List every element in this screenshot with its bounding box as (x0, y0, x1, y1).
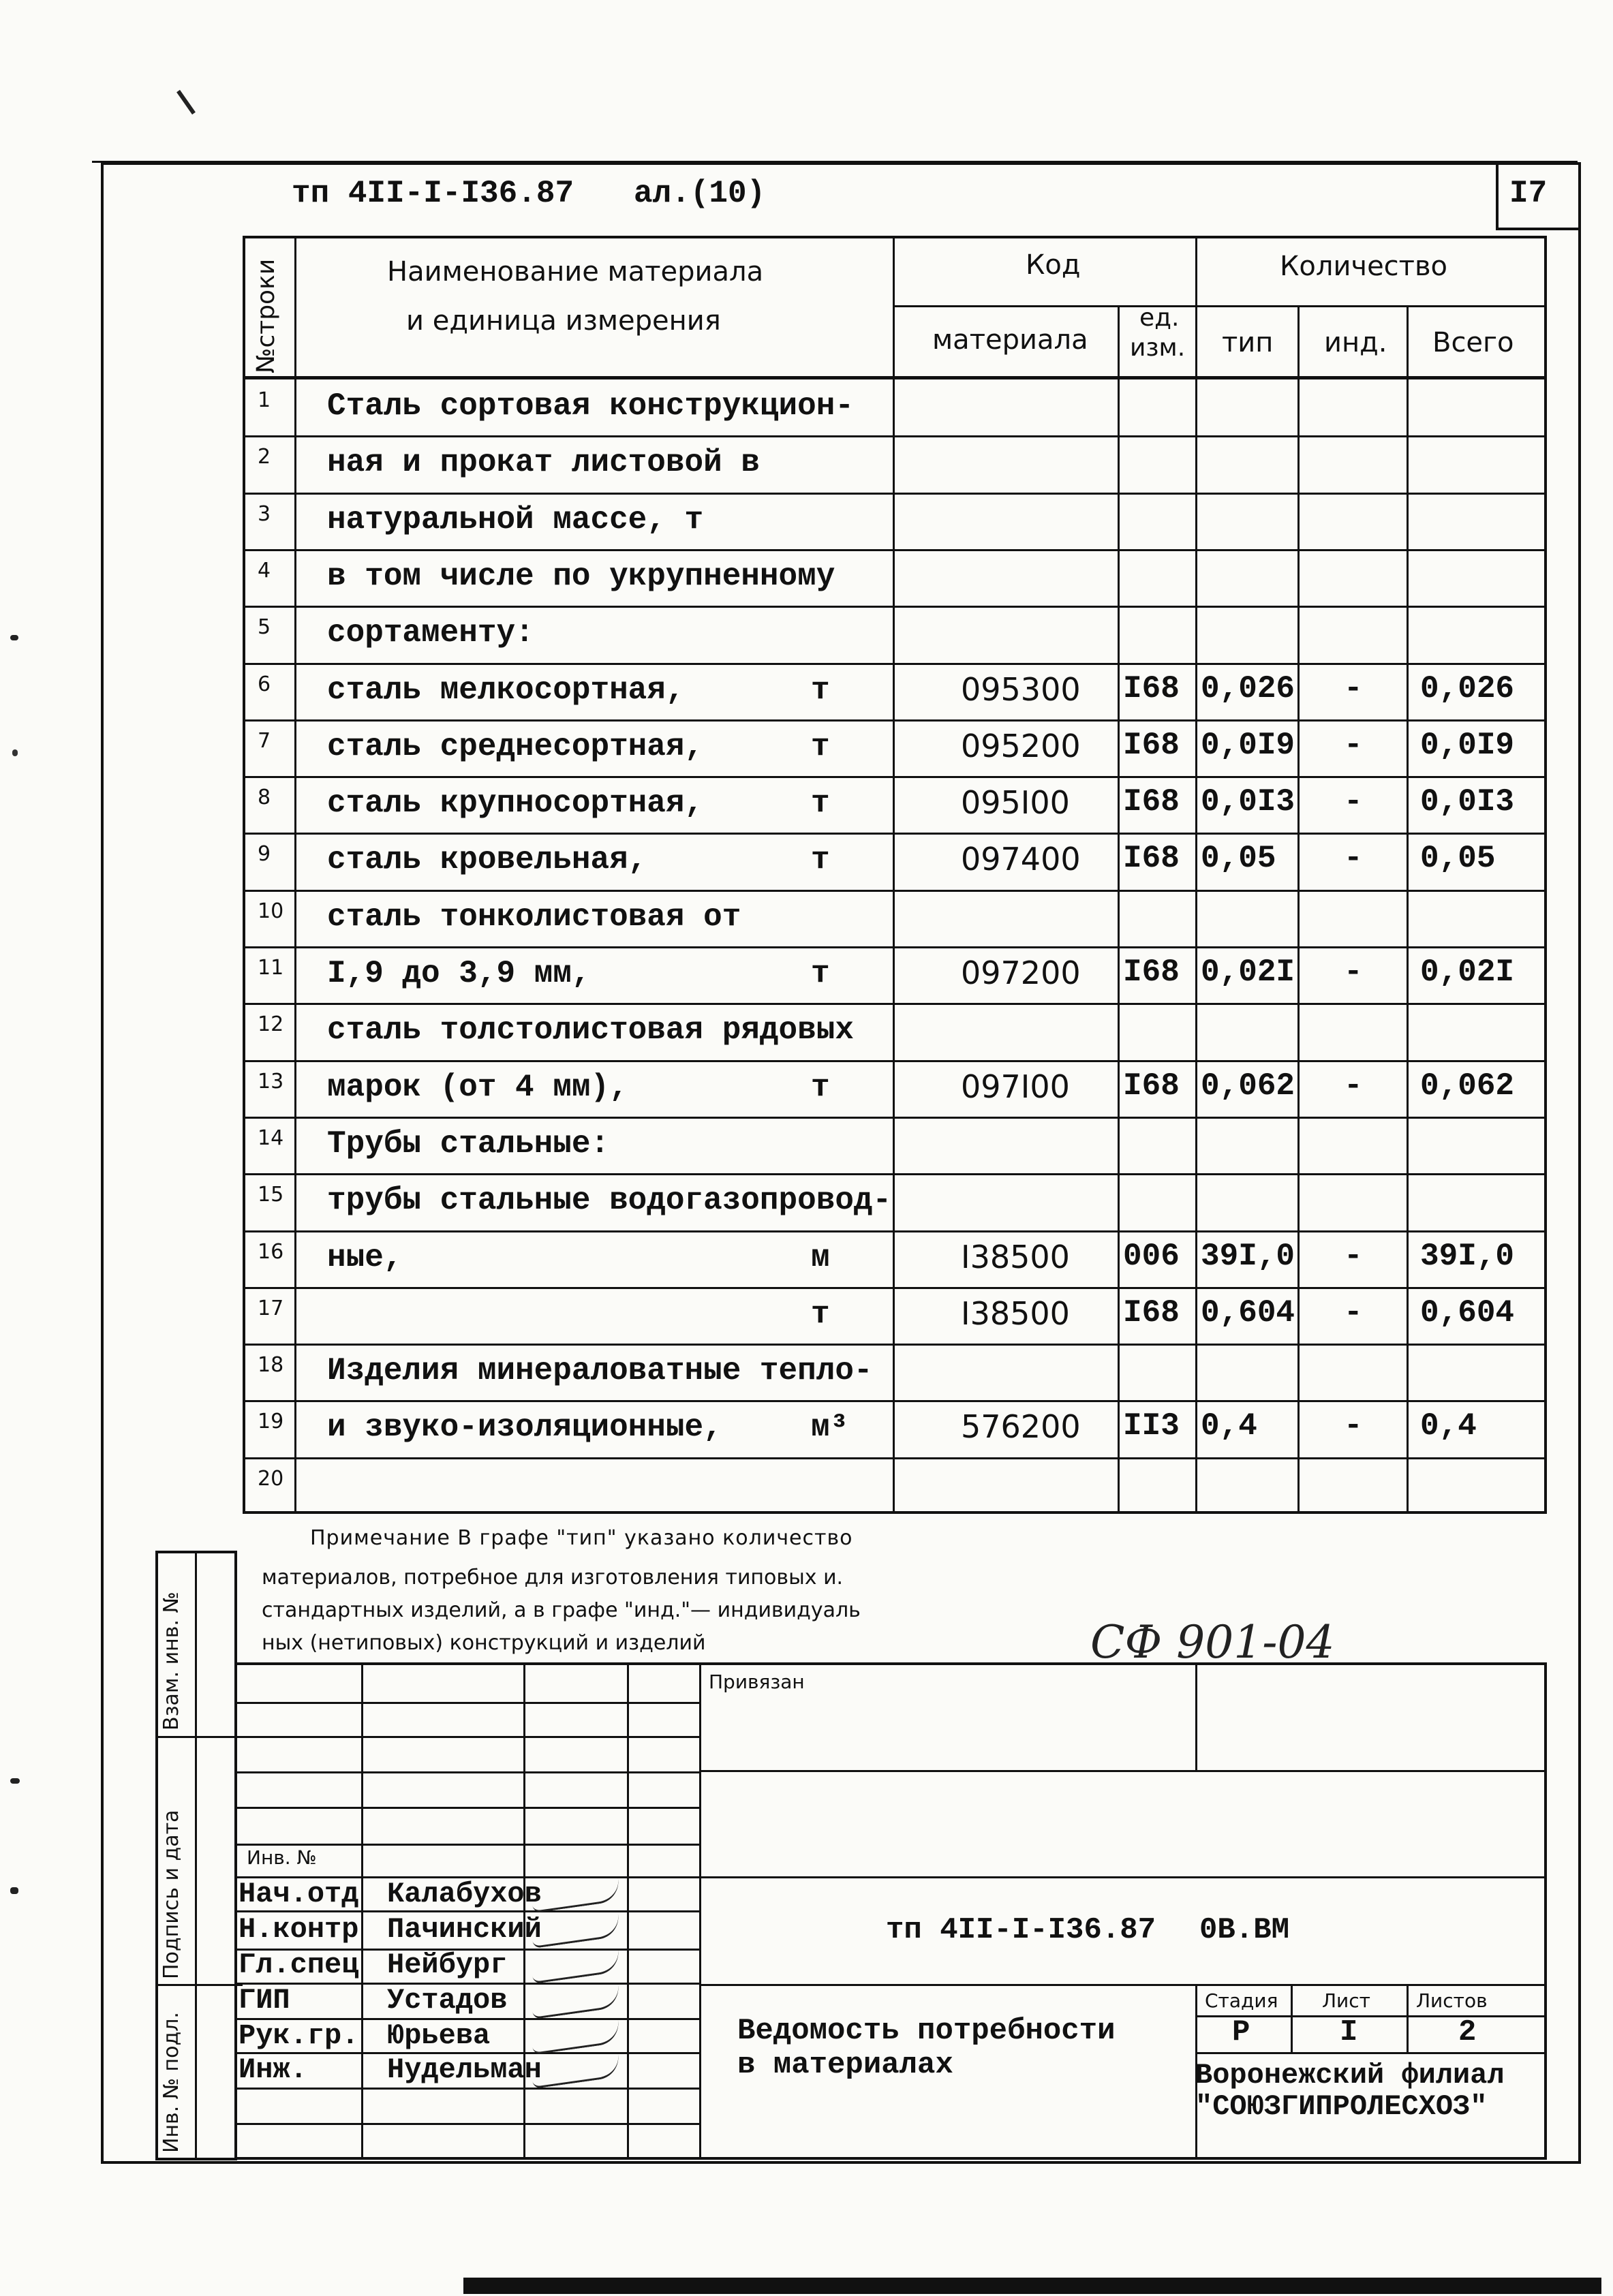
row-unit-code: I68 (1123, 727, 1180, 763)
row-total-qty: 0,05 (1420, 841, 1496, 877)
doc-suffix-stamp: 0В.ВМ (1199, 1913, 1290, 1947)
scan-mark (176, 90, 196, 114)
row-name: ная и прокат листовой в (327, 445, 760, 481)
row-number: 16 (258, 1239, 284, 1264)
col-unit-header-1: ед. (1139, 304, 1180, 332)
row-name: сортаменту: (327, 615, 534, 651)
sheet-label: Лист (1322, 1989, 1370, 2012)
row-type-qty: 0,0I3 (1201, 784, 1295, 820)
row-name: сталь тонколистовая от (327, 899, 741, 935)
signer-name: Пачинский (387, 1913, 542, 1946)
row-material-code: 095300 (961, 670, 1081, 708)
row-ind-qty: - (1344, 955, 1363, 990)
row-name: ные, (327, 1239, 403, 1275)
row-divider (243, 549, 1547, 551)
row-number: 7 (258, 728, 271, 753)
row-divider (243, 1173, 1547, 1175)
row-total-qty: 0,4 (1420, 1408, 1477, 1444)
row-divider (243, 833, 1547, 835)
row-name: I,9 до 3,9 мм, (327, 956, 591, 991)
row-unit: м³ (811, 1410, 849, 1446)
row-type-qty: 0,0I9 (1201, 727, 1295, 763)
row-number: 10 (258, 899, 284, 923)
row-total-qty: 39I,0 (1420, 1238, 1515, 1274)
row-divider (243, 1457, 1547, 1459)
row-divider (243, 719, 1547, 722)
row-ind-qty: - (1344, 1238, 1363, 1274)
col-name-header-1: Наименование материала (387, 256, 764, 288)
signer-role: Рук.гр. (239, 2019, 359, 2052)
row-unit-code: II3 (1123, 1408, 1180, 1444)
row-material-code: 095I00 (961, 784, 1070, 822)
row-number: 3 (258, 501, 271, 526)
row-type-qty: 0,604 (1201, 1294, 1295, 1331)
row-unit-code: I68 (1123, 1294, 1180, 1331)
side-label-vzam: Взам. инв. № (159, 1592, 183, 1731)
row-total-qty: 0,062 (1420, 1068, 1515, 1104)
doc-code-top: тп 4II-I-I36.87 (292, 176, 574, 211)
row-unit-code: I68 (1123, 955, 1180, 990)
row-name: трубы стальные водогазопровод- (327, 1183, 892, 1219)
doc-title-2: в материалах (737, 2048, 953, 2082)
row-name: сталь толстолистовая рядовых (327, 1012, 854, 1049)
row-total-qty: 0,02I (1420, 955, 1515, 990)
col-code-header: Код (1026, 249, 1081, 281)
row-total-qty: 0,026 (1420, 670, 1515, 707)
row-type-qty: 0,05 (1201, 841, 1276, 877)
row-divider (243, 1060, 1547, 1062)
row-name: Изделия минераловатные тепло- (327, 1353, 873, 1389)
row-number: 1 (258, 388, 271, 412)
note-line-1: Примечание В графе "тип" указано количество (310, 1526, 853, 1550)
scan-mark (10, 635, 18, 640)
row-material-code: 095200 (961, 727, 1081, 764)
row-type-qty: 0,026 (1201, 670, 1295, 707)
row-divider (243, 1003, 1547, 1005)
row-type-qty: 0,02I (1201, 955, 1295, 990)
row-ind-qty: - (1344, 784, 1363, 820)
bottom-edge-bar (463, 2278, 1601, 2294)
row-name: в том числе по укрупненному (327, 558, 835, 594)
row-divider (243, 435, 1547, 437)
org-line-2: "СОЮЗГИПРОЛЕСХОЗ" (1195, 2090, 1488, 2123)
stage-label: Стадия (1205, 1989, 1278, 2012)
row-name: и звуко-изоляционные, (327, 1410, 722, 1446)
side-label-podpis: Подпись и дата (159, 1810, 183, 1979)
signer-role: ГИП (239, 1984, 290, 2017)
row-unit: т (811, 1296, 830, 1332)
row-divider (243, 1230, 1547, 1232)
row-ind-qty: - (1344, 841, 1363, 877)
row-unit-code: 006 (1123, 1238, 1180, 1274)
row-ind-qty: - (1344, 1408, 1363, 1444)
row-divider (243, 1400, 1547, 1402)
note-line-2: материалов, потребное для изготовления типовых и. (262, 1566, 844, 1589)
row-material-code: 097I00 (961, 1068, 1070, 1105)
row-ind-qty: - (1344, 727, 1363, 763)
row-type-qty: 39I,0 (1201, 1238, 1295, 1274)
row-unit-code: I68 (1123, 784, 1180, 820)
row-type-qty: 0,4 (1201, 1408, 1257, 1444)
row-unit: т (811, 728, 830, 764)
scan-mark (10, 1887, 18, 1894)
note-line-3: стандартных изделий, а в графе "инд."— индивидуаль (262, 1598, 861, 1622)
row-unit: т (811, 956, 830, 991)
col-type-header: тип (1222, 327, 1274, 358)
row-total-qty: 0,0I9 (1420, 727, 1515, 763)
top-rule (92, 161, 1578, 163)
row-unit: т (811, 672, 830, 708)
row-unit: т (811, 786, 830, 822)
row-material-code: 097400 (961, 841, 1081, 878)
row-divider (243, 1117, 1547, 1119)
row-unit-code: I68 (1123, 670, 1180, 707)
signer-role: Нач.отд (239, 1878, 359, 1910)
row-number: 4 (258, 558, 271, 583)
side-label-inv-podl: Инв. № подл. (159, 2012, 183, 2153)
row-unit-code: I68 (1123, 841, 1180, 877)
handwritten-code: СФ 901-04 (1090, 1616, 1335, 1669)
row-number: 12 (258, 1012, 284, 1037)
row-number: 8 (258, 786, 271, 810)
row-name: сталь мелкосортная, (327, 672, 685, 708)
sheets-value: 2 (1458, 2015, 1477, 2049)
row-divider (243, 776, 1547, 778)
row-number: 20 (258, 1466, 284, 1491)
row-name: сталь крупносортная, (327, 786, 704, 822)
row-number: 5 (258, 615, 271, 640)
signer-role: Инж. (239, 2053, 307, 2086)
sheet-number: I7 (1509, 176, 1548, 211)
row-divider (243, 1344, 1547, 1346)
scan-mark (10, 1778, 20, 1784)
row-name: марок (от 4 мм), (327, 1069, 628, 1105)
signer-name: Нудельман (387, 2053, 542, 2086)
row-name: сталь среднесортная, (327, 728, 704, 764)
row-name: натуральной массе, т (327, 501, 704, 538)
row-material-code: I38500 (961, 1294, 1070, 1332)
row-material-code: 576200 (961, 1408, 1081, 1446)
row-number: 14 (258, 1126, 284, 1150)
col-rownum-header: №строки (252, 258, 280, 373)
col-unit-header-2: изм. (1130, 334, 1186, 362)
doc-album-top: ал.(10) (634, 176, 766, 211)
row-number: 13 (258, 1069, 284, 1093)
row-ind-qty: - (1344, 670, 1363, 707)
row-number: 15 (258, 1183, 284, 1207)
signer-name: Юрьева (387, 2019, 491, 2052)
note-line-4: ных (нетиповых) конструкций и изделий (262, 1631, 706, 1655)
signer-name: Устадов (387, 1984, 508, 2017)
col-qty-header: Количество (1280, 251, 1448, 282)
row-number: 17 (258, 1296, 284, 1320)
row-number: 11 (258, 956, 284, 980)
row-number: 9 (258, 842, 271, 867)
row-divider (243, 663, 1547, 665)
row-total-qty: 0,0I3 (1420, 784, 1515, 820)
row-ind-qty: - (1344, 1068, 1363, 1104)
inv-no-label: Инв. № (247, 1846, 317, 1869)
row-unit: т (811, 842, 830, 878)
row-total-qty: 0,604 (1420, 1294, 1515, 1331)
row-unit: т (811, 1069, 830, 1105)
row-number: 18 (258, 1353, 284, 1378)
signer-role: Гл.спец (239, 1949, 359, 1981)
scan-mark (12, 749, 18, 756)
row-divider (243, 1287, 1547, 1289)
row-unit-code: I68 (1123, 1068, 1180, 1104)
row-name: Трубы стальные: (327, 1126, 610, 1162)
privyazan-label: Привязан (709, 1671, 805, 1693)
col-total-header: Всего (1432, 327, 1514, 358)
row-divider (243, 493, 1547, 495)
row-type-qty: 0,062 (1201, 1068, 1295, 1104)
row-name: Сталь сортовая конструкцион- (327, 388, 854, 424)
sheet-value: I (1340, 2015, 1358, 2049)
row-unit: м (811, 1239, 830, 1275)
signer-name: Нейбург (387, 1949, 508, 1981)
stage-value: Р (1232, 2015, 1250, 2049)
sheets-label: Листов (1416, 1989, 1488, 2012)
doc-code-stamp: тп 4II-I-I36.87 (886, 1913, 1156, 1947)
row-number: 6 (258, 672, 271, 696)
org-line-1: Воронежский филиал (1195, 2059, 1505, 2092)
row-number: 2 (258, 445, 271, 469)
row-name: сталь кровельная, (327, 842, 647, 878)
row-divider (243, 946, 1547, 948)
col-name-header-2: и единица измерения (406, 305, 721, 337)
row-material-code: 097200 (961, 955, 1081, 991)
doc-title-1: Ведомость потребности (737, 2014, 1116, 2048)
row-divider (243, 890, 1547, 892)
col-material-header: материала (932, 324, 1088, 356)
signer-name: Калабухов (387, 1878, 542, 1910)
row-number: 19 (258, 1410, 284, 1434)
row-material-code: I38500 (961, 1238, 1070, 1275)
col-ind-header: инд. (1324, 327, 1387, 358)
signer-role: Н.контр (239, 1913, 359, 1946)
row-ind-qty: - (1344, 1294, 1363, 1331)
row-divider (243, 606, 1547, 608)
